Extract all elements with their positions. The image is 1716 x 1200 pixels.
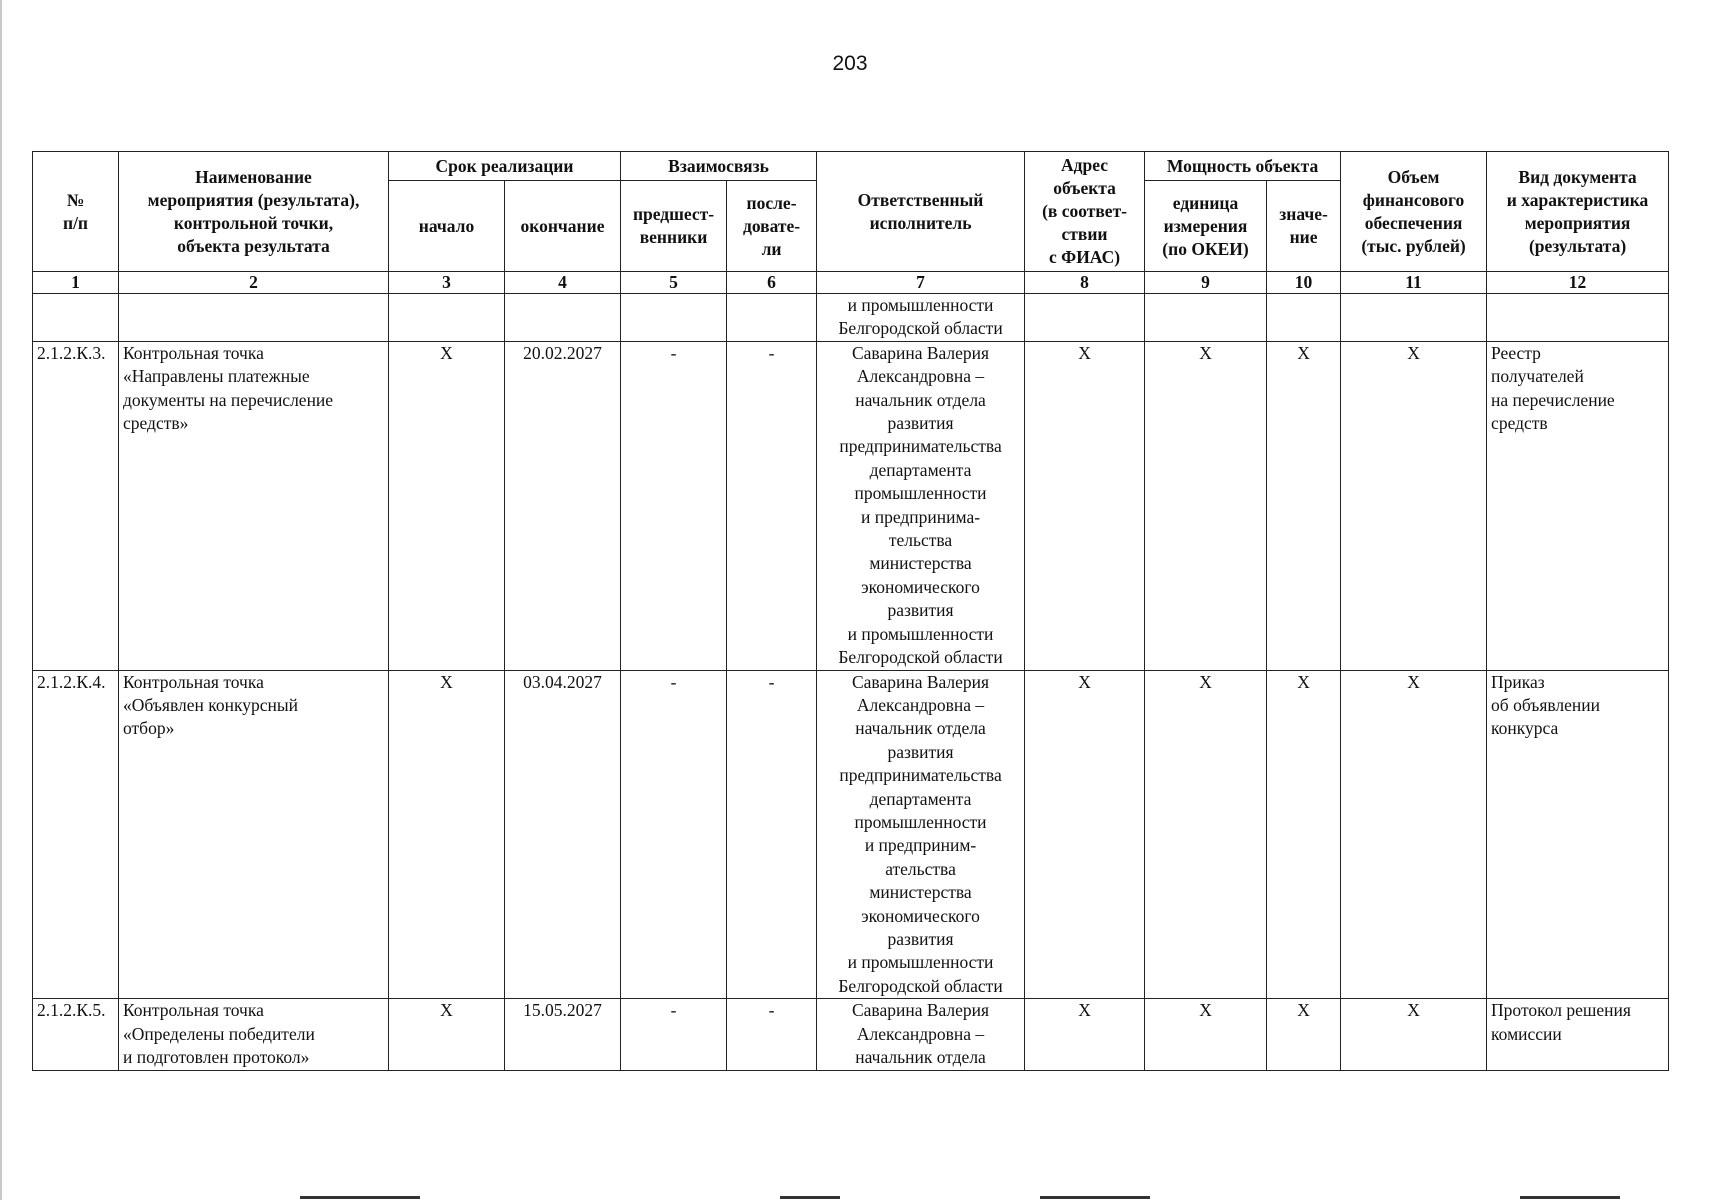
table-row <box>33 999 1669 1071</box>
row-id: 2.1.2.К.3. <box>33 341 119 670</box>
column-number: 3 <box>389 272 505 294</box>
scan-mark <box>780 1196 840 1199</box>
column-number: 11 <box>1341 272 1487 294</box>
continuation-resp: и промышленности Белгородской области <box>817 294 1025 342</box>
column-number: 6 <box>727 272 817 294</box>
row-fin: X <box>1341 341 1487 670</box>
column-number: 7 <box>817 272 1025 294</box>
row-posle: - <box>727 999 817 1071</box>
header-start: начало <box>389 181 505 272</box>
row-value: X <box>1267 999 1341 1071</box>
row-end: 20.02.2027 <box>505 341 621 670</box>
scan-edge <box>0 0 2 1200</box>
plan-table <box>32 151 1669 1071</box>
column-number: 5 <box>621 272 727 294</box>
column-number-row <box>33 272 1669 294</box>
row-name: Контрольная точка «Направлены платежные документы на перечисление средств» <box>119 341 389 670</box>
row-doc: Протокол решения комиссии <box>1487 999 1669 1071</box>
row-unit: X <box>1145 999 1267 1071</box>
row-fin: X <box>1341 999 1487 1071</box>
row-pred: - <box>621 670 727 999</box>
row-pred: - <box>621 999 727 1071</box>
row-addr: X <box>1025 341 1145 670</box>
row-addr: X <box>1025 670 1145 999</box>
row-name: Контрольная точка «Объявлен конкурсный отбор» <box>119 670 389 999</box>
row-end: 15.05.2027 <box>505 999 621 1071</box>
scan-mark <box>1040 1196 1150 1199</box>
header-vzaim: Взаимосвязь <box>621 152 817 181</box>
row-addr: X <box>1025 999 1145 1071</box>
header-posle: после- довате- ли <box>727 181 817 272</box>
continuation-row <box>33 294 1669 342</box>
header-num: № п/п <box>33 152 119 272</box>
header-value: значе- ние <box>1267 181 1341 272</box>
header-fin: Объем финансового обеспечения (тыс. рублей) <box>1341 152 1487 272</box>
header-unit: единица измерения (по ОКЕИ) <box>1145 181 1267 272</box>
row-unit: X <box>1145 341 1267 670</box>
row-start: X <box>389 999 505 1071</box>
header-end: окончание <box>505 181 621 272</box>
page-number: 203 <box>832 52 868 75</box>
row-end: 03.04.2027 <box>505 670 621 999</box>
scan-mark <box>1520 1196 1620 1199</box>
header-srok: Срок реализации <box>389 152 621 181</box>
row-resp: Саварина Валерия Александровна – начальник отдела развития предпринимательства департамента промышленности и предпринима- тельства министерства экономического развития и промышленности Белгородской области <box>817 341 1025 670</box>
row-start: X <box>389 670 505 999</box>
row-fin: X <box>1341 670 1487 999</box>
row-pred: - <box>621 341 727 670</box>
table-row <box>33 341 1669 670</box>
column-number: 10 <box>1267 272 1341 294</box>
row-resp: Саварина Валерия Александровна – начальник отдела развития предпринимательства департамента промышленности и предприним- ательства министерства экономического развития и промышленности Белгородской области <box>817 670 1025 999</box>
row-value: X <box>1267 341 1341 670</box>
row-resp: Саварина Валерия Александровна – начальник отдела <box>817 999 1025 1071</box>
row-id: 2.1.2.К.5. <box>33 999 119 1071</box>
column-number: 8 <box>1025 272 1145 294</box>
row-name: Контрольная точка «Определены победители и подготовлен протокол» <box>119 999 389 1071</box>
row-id: 2.1.2.К.4. <box>33 670 119 999</box>
row-posle: - <box>727 670 817 999</box>
row-start: X <box>389 341 505 670</box>
column-number: 1 <box>33 272 119 294</box>
header-doc: Вид документа и характеристика мероприятия (результата) <box>1487 152 1669 272</box>
row-value: X <box>1267 670 1341 999</box>
header-resp: Ответственный исполнитель <box>817 152 1025 272</box>
column-number: 9 <box>1145 272 1267 294</box>
column-number: 2 <box>119 272 389 294</box>
column-number: 4 <box>505 272 621 294</box>
header-addr: Адрес объекта (в соответ- ствии с ФИАС) <box>1025 152 1145 272</box>
row-unit: X <box>1145 670 1267 999</box>
row-doc: Реестр получателей на перечисление средств <box>1487 341 1669 670</box>
scan-mark <box>300 1196 420 1199</box>
header-name: Наименование мероприятия (результата), контрольной точки, объекта результата <box>119 152 389 272</box>
table-row <box>33 670 1669 999</box>
row-posle: - <box>727 341 817 670</box>
header-pred: предшест- венники <box>621 181 727 272</box>
row-doc: Приказ об объявлении конкурса <box>1487 670 1669 999</box>
header-power: Мощность объекта <box>1145 152 1341 181</box>
column-number: 12 <box>1487 272 1669 294</box>
